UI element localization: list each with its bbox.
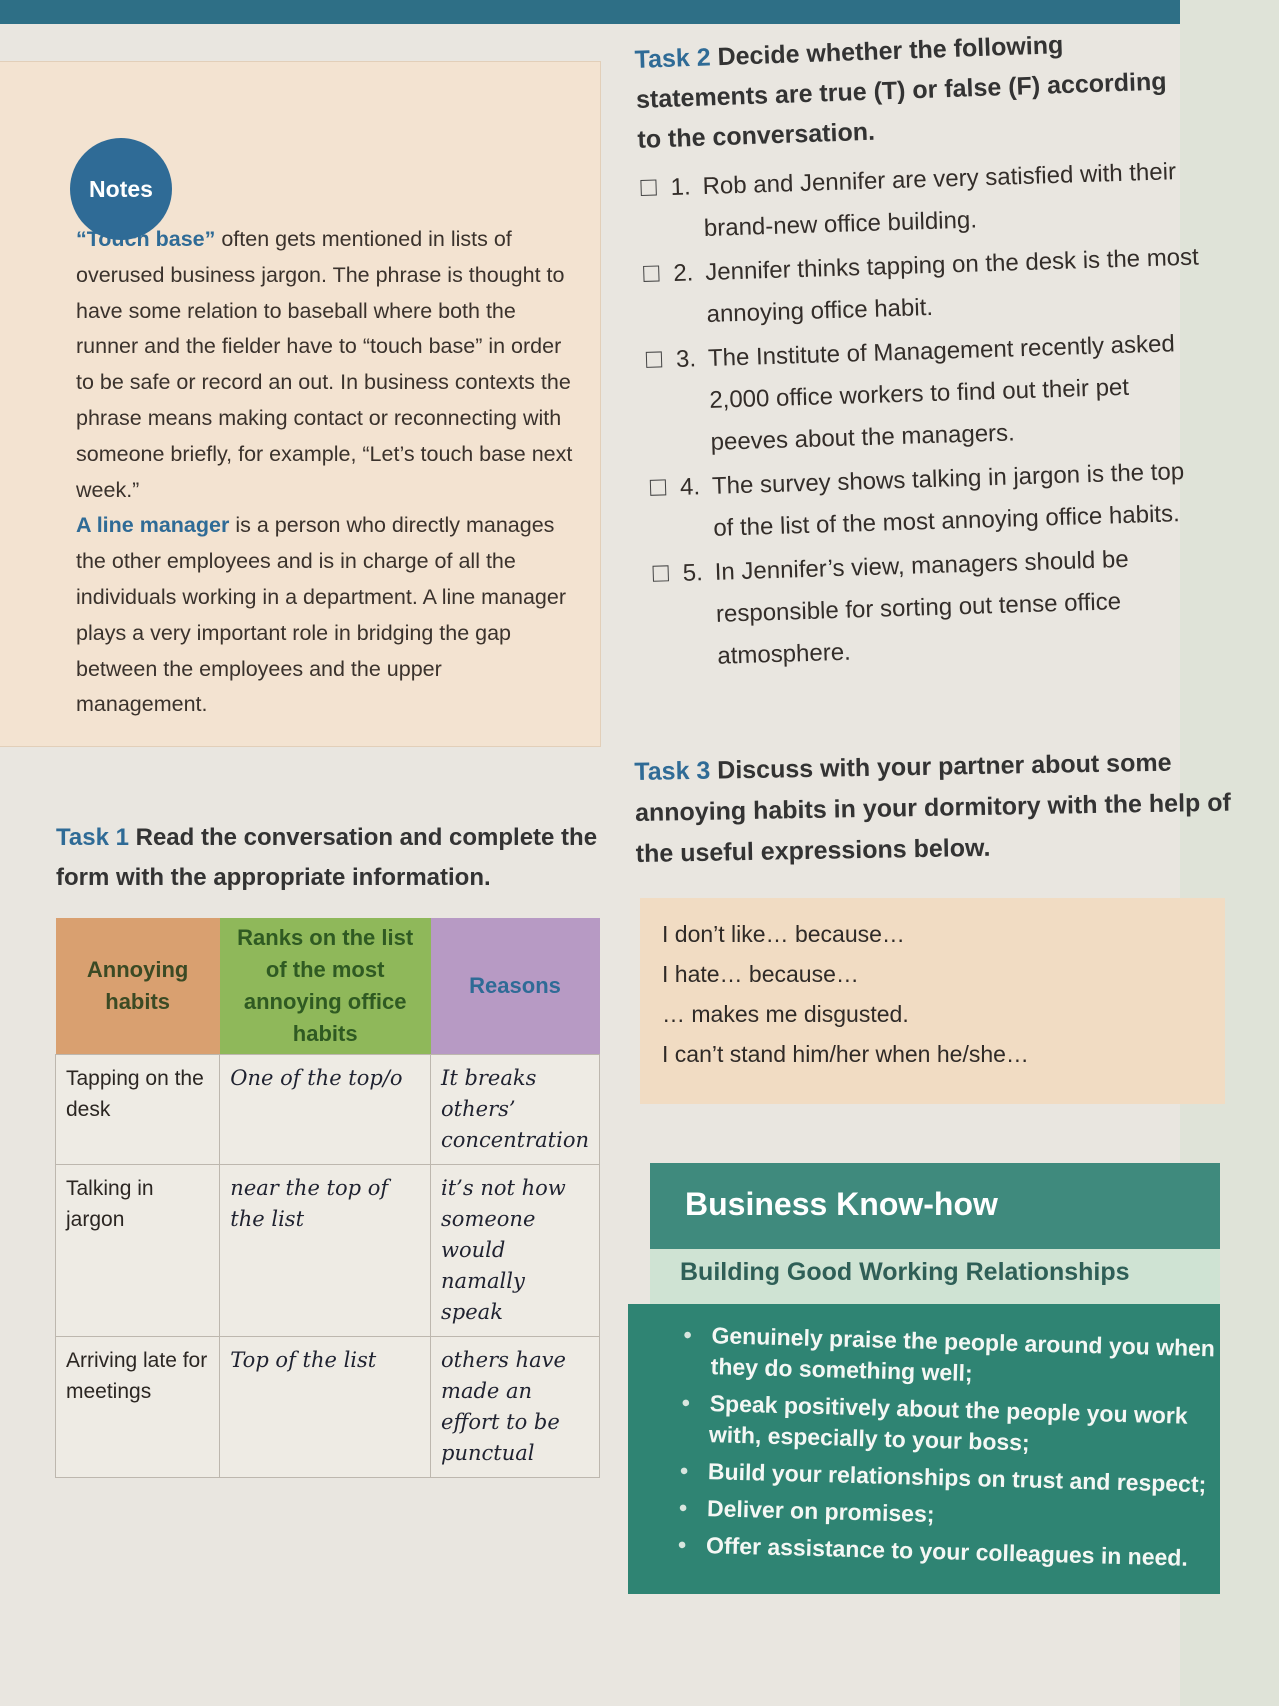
table-row xyxy=(56,1337,600,1478)
table-row xyxy=(56,1055,600,1165)
task3-heading xyxy=(634,742,1236,875)
habit-cell: Arriving late for meetings xyxy=(56,1337,220,1478)
note-line-manager xyxy=(76,508,576,723)
statement-number: 4. xyxy=(679,473,701,501)
business-knowhow-title: Business Know-how xyxy=(685,1186,998,1222)
col-reasons: Reasons xyxy=(431,918,600,1055)
tip-item: • Build your relationships on trust and respect; xyxy=(708,1456,1217,1500)
term-line-manager: A line manager xyxy=(76,513,230,538)
statement-item xyxy=(652,536,1216,680)
expression-item: I hate… because… xyxy=(662,961,859,987)
habit-cell: Tapping on the desk xyxy=(56,1055,220,1165)
table-row xyxy=(56,1165,600,1337)
checkbox[interactable] xyxy=(643,265,659,281)
statement-number: 2. xyxy=(672,259,694,287)
task1-heading xyxy=(56,818,616,898)
task3-label: Task 3 xyxy=(634,756,711,786)
tip-item: • Genuinely praise the people around you when they do something well; xyxy=(710,1320,1219,1395)
reason-answer[interactable]: others have made an effort to be punctual xyxy=(431,1337,600,1478)
statement-text: The survey shows talking in jargon is the top of the list of the most annoying office habits. xyxy=(711,458,1185,542)
task1-instruction: Read the conversation and complete the form with the appropriate information. xyxy=(56,824,598,891)
statement-text: Jennifer thinks tapping on the desk is the most annoying office habit. xyxy=(704,243,1200,328)
statement-text: The Institute of Management recently asked 2,000 office workers to find out their pet peeves about the managers. xyxy=(707,330,1176,456)
habit-cell: Talking in jargon xyxy=(56,1165,220,1337)
checkbox[interactable] xyxy=(646,351,662,367)
tip-item: • Speak positively about the people you work with, especially to your boss; xyxy=(709,1388,1218,1463)
col-annoying-habits: Annoying habits xyxy=(56,918,220,1055)
task3-instruction: Discuss with your partner about some annoying habits in your dormitory with the help of the useful expressions below. xyxy=(634,748,1232,868)
statement-number: 3. xyxy=(675,345,697,373)
reason-answer[interactable]: it’s not how someone would namally speak xyxy=(431,1165,600,1337)
task1-label: Task 1 xyxy=(56,824,129,851)
task2-heading xyxy=(634,21,1188,160)
tip-item: • Deliver on promises; xyxy=(707,1493,1216,1537)
rank-answer[interactable]: One of the top/o xyxy=(220,1055,431,1165)
expression-item: I can’t stand him/her when he/she… xyxy=(662,1041,1029,1067)
note-touch-base-text: often gets mentioned in lists of overused business jargon. The phrase is thought to have some relation to baseball where both the runner and the fielder have to “touch base” in order to be safe or record an out. In business contexts the phrase means making contact or reconnecting with someone briefly, for example, “Let’s touch base next week.” xyxy=(76,227,573,502)
task2-statements xyxy=(640,150,1216,681)
note-line-manager-text: is a person who directly manages the other employees and is in charge of all the individuals working in a department. A line manager plays a very important role in bridging the gap between the employees and the upper management. xyxy=(76,513,567,717)
checkbox[interactable] xyxy=(650,479,666,495)
statement-item xyxy=(649,450,1211,552)
table-header-row xyxy=(56,918,600,1055)
task2-label: Task 2 xyxy=(634,43,712,74)
expression-item: … makes me disgusted. xyxy=(662,1001,909,1027)
page-top-band xyxy=(0,0,1279,24)
checkbox[interactable] xyxy=(653,565,669,581)
task2-instruction: Decide whether the following statements are true (T) or false (F) according to the conversation. xyxy=(635,31,1167,154)
business-tips-list xyxy=(622,1318,1220,1574)
rank-answer[interactable]: near the top of the list xyxy=(220,1165,431,1337)
habits-form-table xyxy=(55,918,600,1478)
useful-expressions xyxy=(640,898,1225,1104)
rank-answer[interactable]: Top of the list xyxy=(220,1337,431,1478)
checkbox[interactable] xyxy=(640,179,656,195)
statement-number: 1. xyxy=(670,173,692,202)
tip-item: • Offer assistance to your colleagues in need. xyxy=(706,1530,1215,1574)
statement-number: 5. xyxy=(682,559,704,587)
statement-text: In Jennifer’s view, managers should be responsible for sorting out tense office atmosphere. xyxy=(714,545,1129,670)
business-subtitle: Building Good Working Relationships xyxy=(680,1258,1130,1286)
notes-body xyxy=(76,222,576,723)
business-tips-panel xyxy=(628,1304,1220,1594)
expression-item: I don’t like… because… xyxy=(662,921,905,947)
statement-item xyxy=(640,150,1202,252)
statement-text: Rob and Jennifer are very satisfied with their brand-new office building. xyxy=(702,158,1177,243)
col-ranks: Ranks on the list of the most annoying office habits xyxy=(220,918,431,1055)
statement-item xyxy=(645,322,1209,466)
reason-answer[interactable]: It breaks others’ concentration xyxy=(431,1055,600,1165)
statement-item xyxy=(643,236,1205,338)
notes-badge: Notes xyxy=(70,138,172,240)
term-touch-base: “Touch base” xyxy=(76,227,216,251)
note-touch-base xyxy=(76,222,576,508)
